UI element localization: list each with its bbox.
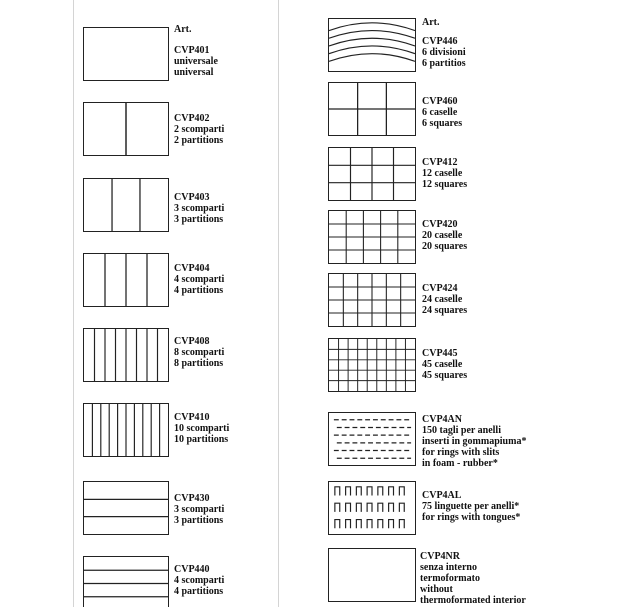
product-code: CVP404 [174,263,210,274]
product-desc-it: universale [174,56,218,67]
product-desc-en: 3 partitions [174,214,224,225]
product-desc-en: 24 squares [422,305,468,316]
tray-diagram-cvp440 [83,556,169,607]
product-desc-line-2: for rings with tongues* [422,512,521,523]
tray-diagram-cvp445 [328,338,416,392]
product-desc-en: 10 partitions [174,434,229,445]
product-desc-en: 45 squares [422,370,468,381]
product-code: CVP420 [422,219,458,230]
product-code: CVP402 [174,113,210,124]
product-code: CVP408 [174,336,210,347]
product-code: CVP403 [174,192,210,203]
tray-diagram-cvp4an [328,412,416,466]
tray-diagram-cvp4al [328,481,416,535]
tray-diagram-cvp401 [83,27,169,81]
art-header-left: Art. [174,24,192,35]
tray-diagram-cvp424 [328,273,416,327]
product-desc-en: 3 partitions [174,515,224,526]
product-desc-line-1: 150 tagli per anelli [422,425,501,436]
tray-diagram-cvp446 [328,18,416,72]
product-code: CVP440 [174,564,210,575]
product-code: CVP410 [174,412,210,423]
product-code: CVP430 [174,493,210,504]
product-desc-it: 4 scomparti [174,575,225,586]
product-code: CVP445 [422,348,458,359]
tray-diagram-cvp402 [83,102,169,156]
product-desc-it: 20 caselle [422,230,463,241]
product-desc-en: universal [174,67,214,78]
art-header-right: Art. [422,17,440,28]
tray-diagram-cvp410 [83,403,169,457]
product-desc-en: 6 squares [422,118,463,129]
product-code: CVP446 [422,36,458,47]
page-edge-left [73,0,74,607]
product-code: CVP4NR [420,551,460,562]
product-desc-line-4: in foam - rubber* [422,458,498,469]
tray-diagram-cvp430 [83,481,169,535]
product-code: CVP401 [174,45,210,56]
product-desc-it: 4 scomparti [174,274,225,285]
product-desc-it: 3 scomparti [174,203,225,214]
product-desc-it: 6 divisioni [422,47,466,58]
product-desc-it: 45 caselle [422,359,463,370]
tray-diagram-cvp420 [328,210,416,264]
product-desc-en: 8 partitions [174,358,224,369]
product-desc-it: 2 scomparti [174,124,225,135]
product-desc-en: 2 partitions [174,135,224,146]
product-desc-line-3: for rings with slits [422,447,500,458]
product-desc-en: 4 partitions [174,285,224,296]
product-desc-en: 20 squares [422,241,468,252]
product-desc-line-1: senza interno [420,562,477,573]
tray-diagram-cvp404 [83,253,169,307]
product-code: CVP412 [422,157,458,168]
tray-diagram-cvp408 [83,328,169,382]
product-code: CVP424 [422,283,458,294]
product-desc-it: 24 caselle [422,294,463,305]
tray-diagram-cvp460 [328,82,416,136]
product-desc-it: 12 caselle [422,168,463,179]
product-code: CVP460 [422,96,458,107]
product-desc-line-2: termoformato [420,573,480,584]
product-desc-line-3: without [420,584,453,595]
tray-diagram-cvp4nr [328,548,416,602]
tray-diagram-cvp412 [328,147,416,201]
product-code: CVP4AN [422,414,462,425]
tray-diagram-cvp403 [83,178,169,232]
product-desc-line-1: 75 linguette per anelli* [422,501,520,512]
product-desc-line-4: thermoformated interior [420,595,526,606]
product-desc-en: 4 partitions [174,586,224,597]
product-desc-en: 6 partitios [422,58,466,69]
product-desc-it: 3 scomparti [174,504,225,515]
page-edge-right [278,0,279,607]
product-desc-it: 10 scomparti [174,423,230,434]
product-desc-line-2: inserti in gommapiuma* [422,436,527,447]
product-desc-en: 12 squares [422,179,468,190]
product-desc-it: 8 scomparti [174,347,225,358]
product-desc-it: 6 caselle [422,107,458,118]
product-code: CVP4AL [422,490,462,501]
